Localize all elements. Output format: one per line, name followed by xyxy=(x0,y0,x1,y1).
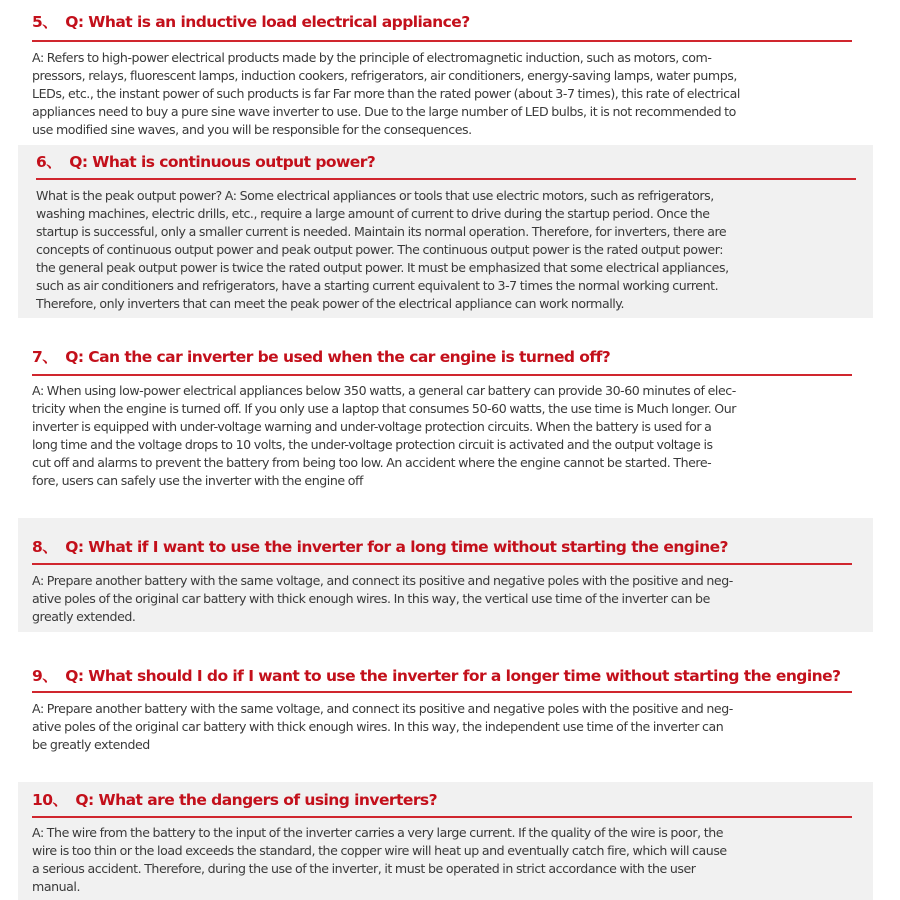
question-text: Q: Can the car inverter be used when the car engine is turned off? xyxy=(65,348,611,366)
answer-line: cut off and alarms to prevent the battery from being too low. An accident where the engine cannot be started. There- xyxy=(32,455,712,470)
answer-line: ative poles of the original car battery with thick enough wires. In this way, the vertical use time of the inverter can be xyxy=(32,591,710,606)
answer-text xyxy=(32,49,844,139)
question-title xyxy=(32,12,470,32)
title-divider xyxy=(32,691,852,693)
answer-line: Therefore, only inverters that can meet the peak power of the electrical appliance can work normally. xyxy=(36,296,625,311)
answer-line: What is the peak output power? A: Some electrical appliances or tools that use electric motors, such as refrigerators, xyxy=(36,188,714,203)
answer-line: LEDs, etc., the instant power of such products is far Far more than the rated power (about 3-7 times), this rate of electrical xyxy=(32,86,740,101)
answer-line: ative poles of the original car battery with thick enough wires. In this way, the independent use time of the inverter can xyxy=(32,719,724,734)
faq-item-6 xyxy=(18,145,873,318)
question-number: 10、 xyxy=(32,791,68,809)
answer-line: greatly extended. xyxy=(32,609,136,624)
question-title xyxy=(36,152,375,172)
title-divider xyxy=(32,40,852,42)
answer-line: A: When using low-power electrical appliances below 350 watts, a general car battery can provide 30-60 minutes of elec- xyxy=(32,383,736,398)
faq-item-8 xyxy=(18,518,873,632)
answer-text xyxy=(32,700,844,754)
faq-item-5 xyxy=(18,0,873,145)
question-number: 8、 xyxy=(32,538,58,556)
question-title xyxy=(32,790,437,810)
answer-text xyxy=(32,382,844,490)
question-number: 7、 xyxy=(32,348,58,366)
title-divider xyxy=(32,563,852,565)
answer-text xyxy=(32,572,844,626)
faq-item-10 xyxy=(18,782,873,900)
answer-line: A: Refers to high-power electrical products made by the principle of electromagnetic induction, such as motors, com- xyxy=(32,50,712,65)
answer-line: long time and the voltage drops to 10 volts, the under-voltage protection circuit is activated and the output voltage is xyxy=(32,437,713,452)
question-text: Q: What is continuous output power? xyxy=(69,153,376,171)
title-divider xyxy=(36,178,856,180)
answer-line: pressors, relays, fluorescent lamps, induction cookers, refrigerators, air conditioners, energy-saving lamps, water pumps, xyxy=(32,68,737,83)
faq-item-7 xyxy=(18,318,873,518)
answer-line: A: Prepare another battery with the same voltage, and connect its positive and negative poles with the positive and neg- xyxy=(32,573,733,588)
title-divider xyxy=(32,374,852,376)
answer-line: manual. xyxy=(32,879,81,894)
answer-line: fore, users can safely use the inverter with the engine off xyxy=(32,473,363,488)
answer-line: the general peak output power is twice the rated output power. It must be emphasized that some electrical appliances, xyxy=(36,260,729,275)
answer-line: tricity when the engine is turned off. If you only use a laptop that consumes 50-60 watts, the use time is Much longer. Our xyxy=(32,401,736,416)
answer-line: concepts of continuous output power and peak output power. The continuous output power is the rated output power: xyxy=(36,242,724,257)
question-number: 6、 xyxy=(36,153,62,171)
answer-line: washing machines, electric drills, etc., require a large amount of current to drive during the startup period. Once the xyxy=(36,206,710,221)
answer-line: appliances need to buy a pure sine wave inverter to use. Due to the large number of LED bulbs, it is not recommended to xyxy=(32,104,736,119)
answer-text xyxy=(32,824,844,896)
title-divider xyxy=(32,816,852,818)
answer-line: be greatly extended xyxy=(32,737,150,752)
answer-line: A: The wire from the battery to the input of the inverter carries a very large current. If the quality of the wire is poor, the xyxy=(32,825,724,840)
question-title xyxy=(32,347,610,367)
answer-line: A: Prepare another battery with the same voltage, and connect its positive and negative poles with the positive and neg- xyxy=(32,701,733,716)
question-title xyxy=(32,537,728,557)
faq-item-9 xyxy=(18,632,873,782)
question-text: Q: What are the dangers of using inverters? xyxy=(75,791,438,809)
answer-text xyxy=(36,187,848,313)
question-number: 5、 xyxy=(32,13,58,31)
question-text: Q: What should I do if I want to use the inverter for a longer time without starting the engine? xyxy=(65,667,841,685)
question-number: 9、 xyxy=(32,667,58,685)
answer-line: startup is successful, only a smaller current is needed. Maintain its normal operation. Therefore, for inverters, there are xyxy=(36,224,727,239)
answer-line: such as air conditioners and refrigerators, have a starting current equivalent to 3-7 times the normal working current. xyxy=(36,278,719,293)
question-text: Q: What is an inductive load electrical appliance? xyxy=(65,13,470,31)
question-text: Q: What if I want to use the inverter for a long time without starting the engine? xyxy=(65,538,728,556)
answer-line: wire is too thin or the load exceeds the standard, the copper wire will heat up and eventually catch fire, which will cause xyxy=(32,843,727,858)
question-title xyxy=(32,666,841,686)
answer-line: inverter is equipped with under-voltage warning and under-voltage protection circuits. When the battery is used for a xyxy=(32,419,712,434)
answer-line: use modified sine waves, and you will be responsible for the consequences. xyxy=(32,122,472,137)
answer-line: a serious accident. Therefore, during the use of the inverter, it must be operated in strict accordance with the user xyxy=(32,861,696,876)
